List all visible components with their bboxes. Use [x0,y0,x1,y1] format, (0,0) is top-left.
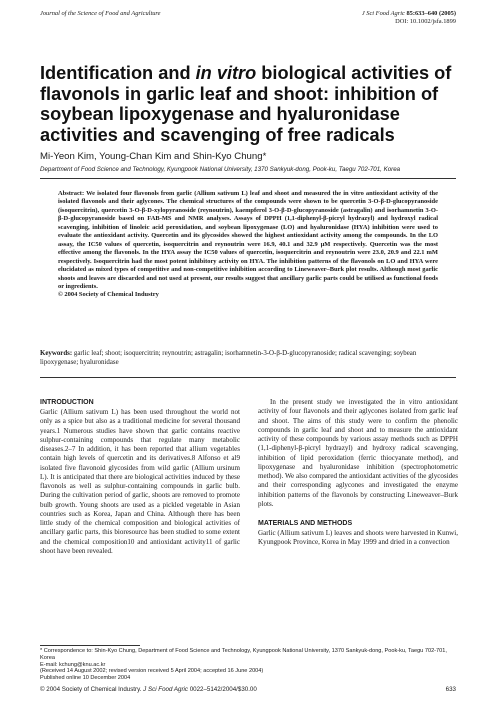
running-header-journal: Journal of the Science of Food and Agriculture [40,10,161,17]
footnote-published: Published online 10 December 2004 [40,675,131,682]
doi-text: DOI: 10.1002/jsfa.1899 [395,18,456,25]
keywords: Keywords: garlic leaf; shoot; isoquercitrin; reynoutrin; astragalin; isorhamnetin-3-O-β-D-glucopyranoside; radical scavenging; soybean lipoxygenase; hyaluronidase [40,350,417,366]
page-number: 633 [445,686,456,693]
footnote-divider [40,645,140,646]
running-header-citation [362,10,456,26]
journal-abbrev: J Sci Food Agric [361,10,405,17]
section-heading-introduction: INTRODUCTION [40,399,94,406]
methods-paragraph-1: Garlic (Allium sativum L) leaves and shoots were harvested in Kunwi, Kyungpook Province, Korea in May 1999 and dried in a convection [258,529,458,547]
intro-paragraph-2: In the present study we investigated the in vitro antioxidant activity of four flavonols and their aglycones isolated from garlic leaf and shoot. The aims of this study were to confirm the phenolic compounds in garlic leaf and shoot and to measure the antioxidant activity of these compounds by various assay methods such as DPPH (1,1-diphenyl-β-picryl hydrazyl) and hydroxy radical scavenging, inhibition of lipid peroxidation (ferric thiocyanate method), and lipoxygenase and hyaluronidase inhibition (spectrophotometric method). We also compared the antioxidant activities of the glycosides and their corresponding aglycones and investigated the enzyme inhibition patterns of the flavonols by constructing Lineweaver–Burk plots. [258,398,458,508]
intro-paragraph-1: Garlic (Allium sativum L) has been used throughout the world not only as a spice but also as a traditional medicine for several thousand years.1 Numerous studies have shown that garlic contains reactive sulphur-containing compounds that regulate many metabolic diseases.2–7 In addition, it has been reported that allium vegetables contain high levels of quercetin and its derivatives.8 Alfonso et al9 isolated five flavonoid glycosides from wild garlic (Allium ursinum L). It is anticipated that there are biological activities induced by these flavonols as well as sulphur-containing compounds in garlic bulb. During the cultivation period of garlic, shoots are removed to promote bulb growth. Young shoots are used as a pickled vegetable in Asian countries such as Korea, Japan and China. Although there has been little study of the chemical composition and biological activities of ancillary garlic parts, this bioresource has been studied to some extent and the chemical composition10 and antioxidant activity11 of garlic shoot have been revealed. [40,408,240,555]
page-footer: © 2004 Society of Chemical Industry. J Sci Food Agric 0022–5142/2004/$30.00 [40,686,257,693]
abstract [58,190,438,300]
abstract-text: Abstract: We isolated four flavonols from garlic (Allium sativum L) leaf and shoot and measured the in vitro antioxidant activity of the isolated flavonols and their aglycones. The chemical structures of the compounds were shown to be quercetin 3-O-β-D-glucopyranoside (isoquercitrin), quercetin 3-O-β-D-xylopyranoside (reynoutrin), kaempferol 3-O-β-D-glucopyranoside (astragalin) and isorhamnetin 3-O-β-D-glucopyranoside based on FAB-MS and NMR analyses. Assays of DPPH (1,1-diphenyl-β-picryl hydrazyl) and hydroxyl radical scavenging, inhibition of linoleic acid peroxidation, and soybean lipoxygenase (LO) and hyaluronidase (HYA) inhibition were used to evaluate the antioxidant activity. Quercetin and its glycosides showed the highest antioxidant activity among the compounds. In the LO assay, the IC50 values of quercetin, isoquercitrin and reynoutrin were 16.9, 40.1 and 32.9 µM respectively. Quercetin was the most effective among the flavonols. In the HYA assay the IC50 values of quercetin, isoquercitrin and reynoutrin were 23.0, 20.9 and 22.1 mM respectively. Isoquercitrin had the most potent inhibitory activity on HYA. The inhibition patterns of the flavonols on LO and HYA were elucidated as mixed types of competitive and non-competitive inhibition according to Lineweaver–Burk plot results. Although most garlic shoots and leaves are discarded and not used at present, our results suggest that ancillary garlic parts could be utilised as functional foods or ingredients. [58,190,438,290]
citation-volume: 85:633–640 (2005) [406,10,456,17]
author-affiliation: Department of Food Science and Technology, Kyungpook National University, 1370 Sankyuk-dong, Pook-ku, Taegu 702-701, Korea [40,166,401,173]
footnotes [40,648,456,682]
abstract-copyright: © 2004 Society of Chemical Industry [58,291,159,299]
column-left [40,398,240,556]
article-title: Identification and in vitro biological activities of flavonols in garlic leaf and shoot: inhibition of soybean lipoxygenase and hyaluronidase activities and scavenging of free radicals [40,63,452,145]
footnote-received: (Received 14 August 2002; revised version received 5 April 2004; accepted 16 June 2004) [40,668,264,675]
footnote-correspondence: * Correspondence to: Shin-Kyo Chung, Department of Food Science and Technology, Kyungpook National University, 1370 Sankyuk-dong, Pook-ku, Taegu 702-701, Korea [40,648,447,661]
footnote-email: E-mail: kchung@knu.ac.kr [40,661,106,668]
author-list: Mi-Yeon Kim, Young-Chan Kim and Shin-Kyo Chung* [40,151,267,162]
section-heading-methods: MATERIALS AND METHODS [258,520,353,527]
column-right [258,398,458,548]
divider-mid [40,377,456,378]
divider-top [40,178,456,179]
